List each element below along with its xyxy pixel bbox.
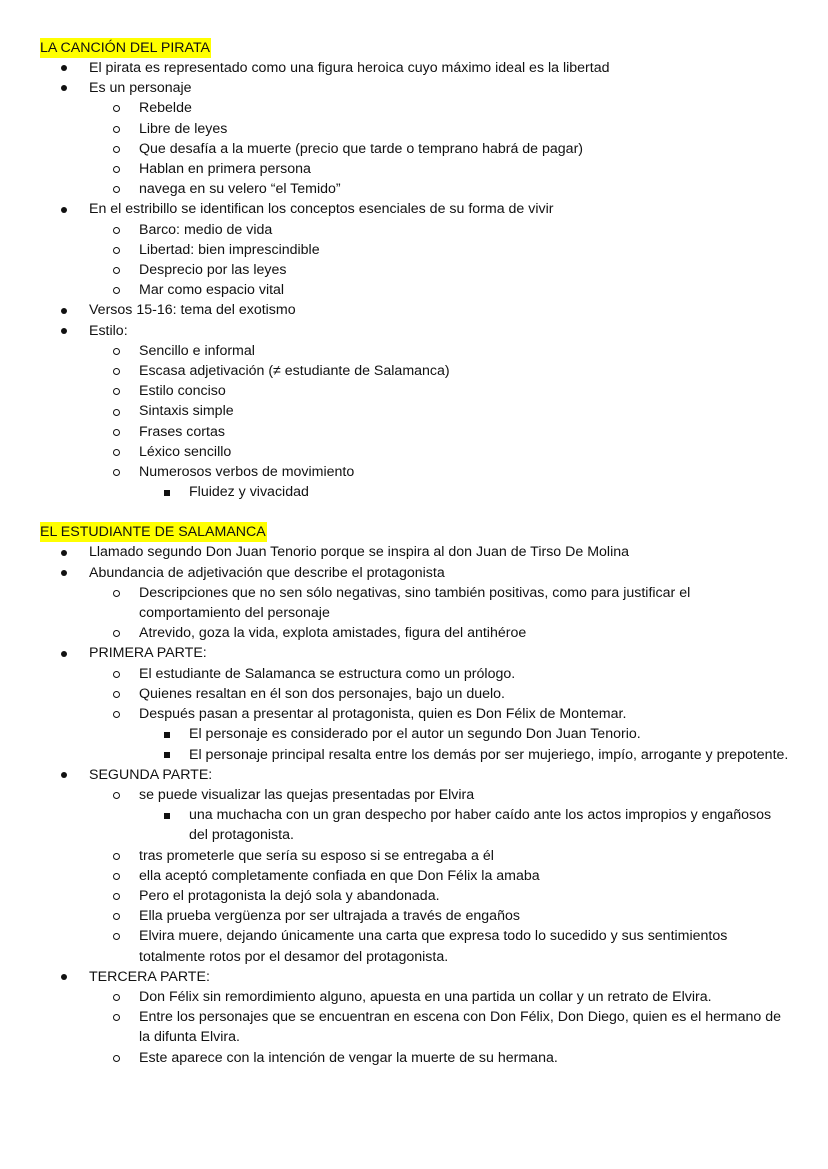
list-item-text: Pero el protagonista la dejó sola y abandonada. [139, 887, 440, 904]
bullet-hollow-icon [113, 623, 120, 643]
bullet-hollow-icon [113, 987, 120, 1007]
document-page [40, 38, 790, 1068]
list-item [40, 462, 790, 482]
bullet-hollow-icon [113, 684, 120, 704]
bullet-hollow-icon [113, 866, 120, 886]
list-item-text: PRIMERA PARTE: [89, 645, 207, 662]
bullet-hollow-icon [113, 381, 120, 401]
list-item [40, 179, 790, 199]
list-item [40, 240, 790, 260]
list-item-text: Mar como espacio vital [139, 282, 285, 299]
list-item-text: En el estribillo se identifican los conceptos esenciales de su forma de vivir [89, 201, 554, 218]
list-item [40, 846, 790, 866]
bullet-hollow-icon [113, 98, 120, 118]
list-item [40, 119, 790, 139]
list-item-text: Hablan en primera persona [139, 161, 311, 178]
bullet-hollow-icon [113, 159, 120, 179]
bullet-hollow-icon [113, 846, 120, 866]
list-item-text: Escasa adjetivación (≠ estudiante de Salamanca) [139, 363, 450, 380]
bullet-square-icon [164, 724, 170, 744]
bullet-hollow-icon [113, 220, 120, 240]
bullet-hollow-icon [113, 704, 120, 724]
list-item [40, 1048, 790, 1068]
bullet-hollow-icon [113, 906, 120, 926]
list-item [40, 159, 790, 179]
bullet-filled-icon [61, 199, 67, 219]
list-item [40, 220, 790, 240]
bullet-hollow-icon [113, 785, 120, 805]
list-item [40, 967, 790, 987]
list-item [40, 805, 790, 845]
list-item-text: navega en su velero “el Temido” [139, 181, 341, 198]
list-item-text: tras prometerle que sería su esposo si se entregaba a él [139, 847, 494, 864]
bullet-filled-icon [61, 765, 67, 785]
bullet-list [40, 58, 790, 502]
list-item [40, 422, 790, 442]
bullet-hollow-icon [113, 139, 120, 159]
bullet-hollow-icon [113, 664, 120, 684]
list-item-text: se puede visualizar las quejas presentadas por Elvira [139, 786, 475, 803]
list-item-text: una muchacha con un gran despecho por haber caído ante los actos impropios y engañosos del protagonista. [189, 807, 772, 844]
list-item-text: ella aceptó completamente confiada en que Don Félix la amaba [139, 867, 540, 884]
bullet-hollow-icon [113, 926, 120, 946]
bullet-hollow-icon [113, 119, 120, 139]
list-item-text: El personaje principal resalta entre los demás por ser mujeriego, impío, arrogante y prepotente. [189, 746, 789, 763]
list-item-text: Quienes resaltan en él son dos personajes, bajo un duelo. [139, 685, 505, 702]
bullet-hollow-icon [113, 422, 120, 442]
list-item-text: Desprecio por las leyes [139, 262, 287, 279]
list-item [40, 684, 790, 704]
bullet-hollow-icon [113, 401, 120, 421]
list-item [40, 643, 790, 663]
list-item-text: Numerosos verbos de movimiento [139, 464, 355, 481]
list-item [40, 563, 790, 583]
bullet-filled-icon [61, 300, 67, 320]
list-item [40, 704, 790, 724]
bullet-list [40, 542, 790, 1067]
bullet-hollow-icon [113, 280, 120, 300]
list-item [40, 583, 790, 623]
list-item [40, 321, 790, 341]
list-item-text: El pirata es representado como una figura heroica cuyo máximo ideal es la libertad [89, 60, 610, 76]
list-item [40, 361, 790, 381]
list-item-text: Sintaxis simple [139, 403, 234, 420]
list-item-text: Que desafía a la muerte (precio que tarde o temprano habrá de pagar) [139, 140, 584, 157]
list-item [40, 341, 790, 361]
bullet-filled-icon [61, 542, 67, 562]
list-item [40, 765, 790, 785]
bullet-filled-icon [61, 643, 67, 663]
list-item-text: El estudiante de Salamanca se estructura como un prólogo. [139, 665, 516, 682]
list-item-text: Fluidez y vivacidad [189, 484, 309, 501]
list-item [40, 542, 790, 562]
list-item-text: Don Félix sin remordimiento alguno, apuesta en una partida un collar y un retrato de Elvira. [139, 988, 712, 1005]
list-item [40, 926, 790, 966]
list-item [40, 280, 790, 300]
list-item-text: Después pasan a presentar al protagonista, quien es Don Félix de Montemar. [139, 706, 627, 723]
list-item-text: Entre los personajes que se encuentran en escena con Don Félix, Don Diego, quien es el hermano de la difunta Elvira. [139, 1009, 781, 1046]
bullet-filled-icon [61, 58, 67, 78]
list-item [40, 442, 790, 462]
bullet-filled-icon [61, 78, 67, 98]
list-item [40, 139, 790, 159]
list-item-text: Este aparece con la intención de vengar la muerte de su hermana. [139, 1049, 558, 1066]
list-item-text: SEGUNDA PARTE: [89, 766, 213, 783]
list-item-text: Estilo conciso [139, 383, 226, 400]
list-item-text: Estilo: [89, 322, 128, 339]
list-item-text: Rebelde [139, 100, 192, 117]
list-item-text: Versos 15-16: tema del exotismo [89, 302, 296, 319]
list-item-text: Atrevido, goza la vida, explota amistades, figura del antihéroe [139, 625, 527, 642]
list-item-text: Sencillo e informal [139, 342, 255, 359]
section-heading: LA CANCIÓN DEL PIRATA [40, 40, 211, 56]
list-item-text: Libre de leyes [139, 120, 228, 137]
list-item-text: Elvira muere, dejando únicamente una carta que expresa todo lo sucedido y sus sentimientos totalmente rotos por el desamor del protagonista. [139, 928, 728, 965]
list-item-text: El personaje es considerado por el autor un segundo Don Juan Tenorio. [189, 726, 641, 743]
bullet-square-icon [164, 805, 170, 825]
list-item [40, 78, 790, 98]
list-item-text: Llamado segundo Don Juan Tenorio porque se inspira al don Juan de Tirso De Molina [89, 544, 629, 561]
list-item [40, 300, 790, 320]
list-item-text: Abundancia de adjetivación que describe el protagonista [89, 564, 445, 581]
bullet-hollow-icon [113, 260, 120, 280]
list-item-text: TERCERA PARTE: [89, 968, 210, 985]
list-item [40, 381, 790, 401]
bullet-filled-icon [61, 321, 67, 341]
document-section [40, 522, 790, 1067]
list-item [40, 623, 790, 643]
list-item-text: Frases cortas [139, 423, 225, 440]
bullet-hollow-icon [113, 1048, 120, 1068]
bullet-hollow-icon [113, 179, 120, 199]
bullet-hollow-icon [113, 583, 120, 603]
list-item [40, 906, 790, 926]
list-item [40, 745, 790, 765]
list-item [40, 866, 790, 886]
bullet-hollow-icon [113, 341, 120, 361]
list-item-text: Barco: medio de vida [139, 221, 273, 238]
bullet-filled-icon [61, 563, 67, 583]
list-item [40, 58, 790, 78]
list-item [40, 1007, 790, 1047]
bullet-square-icon [164, 482, 170, 502]
list-item [40, 987, 790, 1007]
list-item [40, 401, 790, 421]
list-item [40, 199, 790, 219]
bullet-square-icon [164, 745, 170, 765]
list-item-text: Ella prueba vergüenza por ser ultrajada a través de engaños [139, 908, 520, 925]
bullet-hollow-icon [113, 886, 120, 906]
list-item [40, 260, 790, 280]
section-heading: EL ESTUDIANTE DE SALAMANCA [40, 524, 266, 541]
list-item-text: Léxico sencillo [139, 443, 232, 460]
bullet-hollow-icon [113, 462, 120, 482]
list-item [40, 886, 790, 906]
bullet-filled-icon [61, 967, 67, 987]
bullet-hollow-icon [113, 442, 120, 462]
bullet-hollow-icon [113, 361, 120, 381]
document-section [40, 38, 790, 502]
list-item [40, 785, 790, 805]
list-item-text: Libertad: bien imprescindible [139, 241, 320, 258]
list-item-text: Es un personaje [89, 80, 192, 97]
list-item [40, 724, 790, 744]
list-item [40, 482, 790, 502]
list-item-text: Descripciones que no sen sólo negativas, sino también positivas, como para justificar el comportamiento del personaje [139, 584, 691, 622]
bullet-hollow-icon [113, 240, 120, 260]
list-item [40, 664, 790, 684]
bullet-hollow-icon [113, 1007, 120, 1027]
list-item [40, 98, 790, 118]
